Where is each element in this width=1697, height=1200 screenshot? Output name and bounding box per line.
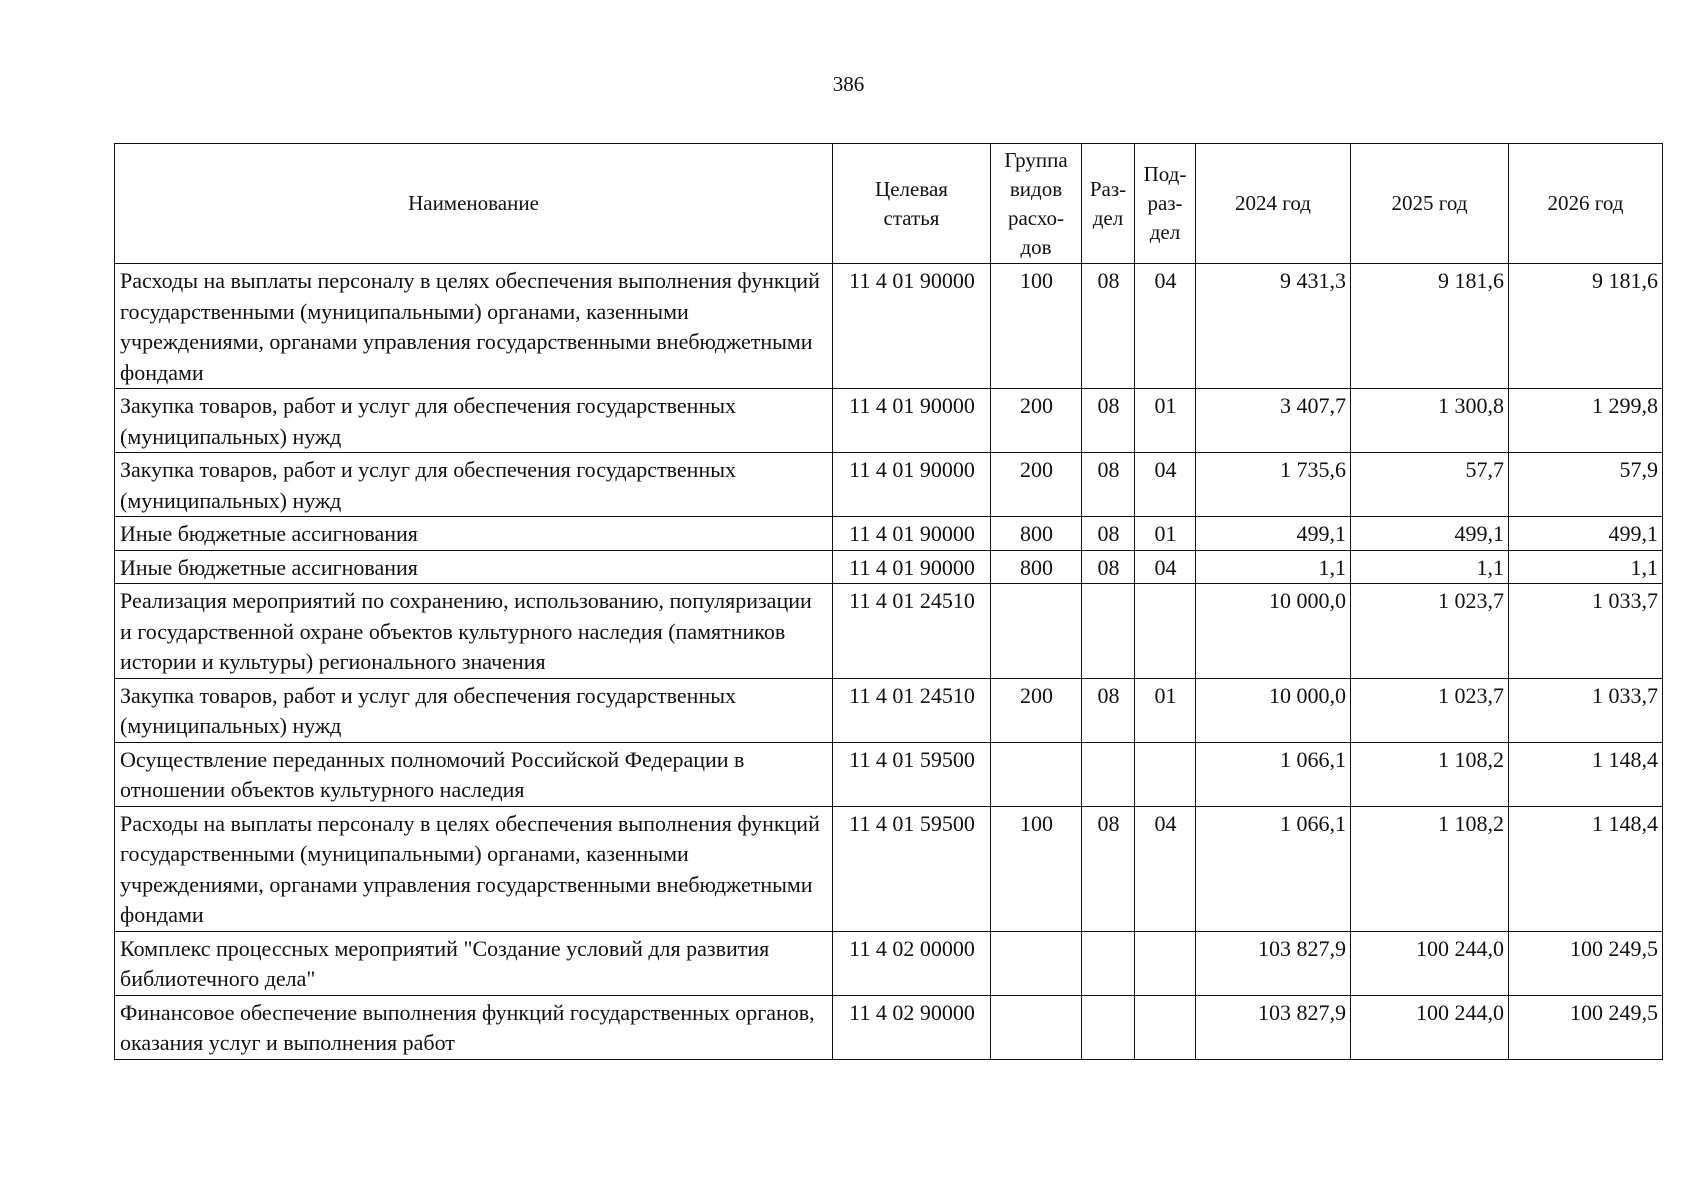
row-2026: 1 148,4 [1509, 742, 1663, 806]
row-subsection: 04 [1135, 550, 1196, 584]
row-subsection [1135, 584, 1196, 679]
row-subsection: 04 [1135, 453, 1196, 517]
row-subsection [1135, 995, 1196, 1059]
header-row [115, 144, 1663, 264]
row-section: 08 [1082, 806, 1135, 931]
table-row [115, 806, 1663, 931]
row-section [1082, 931, 1135, 995]
row-subsection: 01 [1135, 517, 1196, 551]
table-row [115, 678, 1663, 742]
header-2024: 2024 год [1196, 144, 1351, 264]
row-section: 08 [1082, 264, 1135, 389]
row-2026: 1 033,7 [1509, 678, 1663, 742]
header-expense-group: Группа видов расхо- дов [991, 144, 1082, 264]
row-2024: 499,1 [1196, 517, 1351, 551]
header-subsection: Под- раз- дел [1135, 144, 1196, 264]
table-row [115, 584, 1663, 679]
row-expense-group [991, 742, 1082, 806]
row-2025: 1 108,2 [1351, 742, 1509, 806]
row-target-article: 11 4 01 90000 [833, 453, 991, 517]
header-name: Наименование [115, 144, 833, 264]
row-2025: 100 244,0 [1351, 931, 1509, 995]
row-expense-group: 100 [991, 806, 1082, 931]
table-row [115, 995, 1663, 1059]
row-expense-group: 800 [991, 550, 1082, 584]
row-target-article: 11 4 02 00000 [833, 931, 991, 995]
row-target-article: 11 4 01 24510 [833, 584, 991, 679]
row-section: 08 [1082, 453, 1135, 517]
header-2025: 2025 год [1351, 144, 1509, 264]
header-2026: 2026 год [1509, 144, 1663, 264]
table-row [115, 517, 1663, 551]
row-section: 08 [1082, 389, 1135, 453]
row-expense-group: 800 [991, 517, 1082, 551]
row-section: 08 [1082, 678, 1135, 742]
row-name: Комплекс процессных мероприятий "Создание условий для развития библиотечного дела" [115, 931, 833, 995]
row-expense-group: 100 [991, 264, 1082, 389]
row-target-article: 11 4 01 90000 [833, 550, 991, 584]
row-expense-group: 200 [991, 678, 1082, 742]
row-2025: 57,7 [1351, 453, 1509, 517]
row-2026: 100 249,5 [1509, 995, 1663, 1059]
row-2025: 1 023,7 [1351, 584, 1509, 679]
row-name: Закупка товаров, работ и услуг для обеспечения государственных (муниципальных) нужд [115, 389, 833, 453]
row-name: Финансовое обеспечение выполнения функций государственных органов, оказания услуг и выполнения работ [115, 995, 833, 1059]
table-row [115, 453, 1663, 517]
row-section [1082, 995, 1135, 1059]
row-target-article: 11 4 01 90000 [833, 264, 991, 389]
row-2024: 9 431,3 [1196, 264, 1351, 389]
row-name: Иные бюджетные ассигнования [115, 517, 833, 551]
row-expense-group: 200 [991, 453, 1082, 517]
row-2026: 1 033,7 [1509, 584, 1663, 679]
row-subsection: 04 [1135, 264, 1196, 389]
row-2026: 1,1 [1509, 550, 1663, 584]
row-2024: 10 000,0 [1196, 678, 1351, 742]
row-name: Закупка товаров, работ и услуг для обеспечения государственных (муниципальных) нужд [115, 678, 833, 742]
row-2024: 1 066,1 [1196, 742, 1351, 806]
row-2024: 1 066,1 [1196, 806, 1351, 931]
row-2024: 1,1 [1196, 550, 1351, 584]
row-expense-group: 200 [991, 389, 1082, 453]
row-section: 08 [1082, 550, 1135, 584]
row-target-article: 11 4 01 59500 [833, 742, 991, 806]
row-section [1082, 584, 1135, 679]
row-2025: 1 108,2 [1351, 806, 1509, 931]
row-2025: 1,1 [1351, 550, 1509, 584]
row-2026: 100 249,5 [1509, 931, 1663, 995]
row-2025: 499,1 [1351, 517, 1509, 551]
row-subsection [1135, 742, 1196, 806]
row-2024: 103 827,9 [1196, 931, 1351, 995]
row-expense-group [991, 584, 1082, 679]
row-name: Осуществление переданных полномочий Российской Федерации в отношении объектов культурного наследия [115, 742, 833, 806]
row-2024: 3 407,7 [1196, 389, 1351, 453]
budget-table [114, 143, 1663, 1060]
row-target-article: 11 4 02 90000 [833, 995, 991, 1059]
row-2025: 100 244,0 [1351, 995, 1509, 1059]
row-subsection: 01 [1135, 678, 1196, 742]
table-row [115, 931, 1663, 995]
row-2025: 1 023,7 [1351, 678, 1509, 742]
row-target-article: 11 4 01 90000 [833, 517, 991, 551]
row-2026: 499,1 [1509, 517, 1663, 551]
row-name: Расходы на выплаты персоналу в целях обеспечения выполнения функций государственными (муниципальными) органами, казенными учреждениями, органами управления государственными внебюджетными фондами [115, 806, 833, 931]
row-2024: 1 735,6 [1196, 453, 1351, 517]
row-2025: 1 300,8 [1351, 389, 1509, 453]
row-2024: 103 827,9 [1196, 995, 1351, 1059]
row-2026: 9 181,6 [1509, 264, 1663, 389]
header-target-article: Целевая статья [833, 144, 991, 264]
table-row [115, 264, 1663, 389]
table-row [115, 389, 1663, 453]
row-2026: 1 299,8 [1509, 389, 1663, 453]
row-2026: 1 148,4 [1509, 806, 1663, 931]
row-name: Реализация мероприятий по сохранению, использованию, популяризации и государственной охране объектов культурного наследия (памятников истории и культуры) регионального значения [115, 584, 833, 679]
table-row [115, 550, 1663, 584]
table-row [115, 742, 1663, 806]
row-subsection: 04 [1135, 806, 1196, 931]
row-expense-group [991, 931, 1082, 995]
row-section [1082, 742, 1135, 806]
row-2024: 10 000,0 [1196, 584, 1351, 679]
row-name: Расходы на выплаты персоналу в целях обеспечения выполнения функций государственными (муниципальными) органами, казенными учреждениями, органами управления государственными внебюджетными фондами [115, 264, 833, 389]
row-target-article: 11 4 01 24510 [833, 678, 991, 742]
row-target-article: 11 4 01 59500 [833, 806, 991, 931]
row-2026: 57,9 [1509, 453, 1663, 517]
header-section: Раз- дел [1082, 144, 1135, 264]
row-2025: 9 181,6 [1351, 264, 1509, 389]
page-number: 386 [832, 72, 865, 96]
row-name: Иные бюджетные ассигнования [115, 550, 833, 584]
row-target-article: 11 4 01 90000 [833, 389, 991, 453]
row-expense-group [991, 995, 1082, 1059]
row-section: 08 [1082, 517, 1135, 551]
row-name: Закупка товаров, работ и услуг для обеспечения государственных (муниципальных) нужд [115, 453, 833, 517]
row-subsection [1135, 931, 1196, 995]
row-subsection: 01 [1135, 389, 1196, 453]
